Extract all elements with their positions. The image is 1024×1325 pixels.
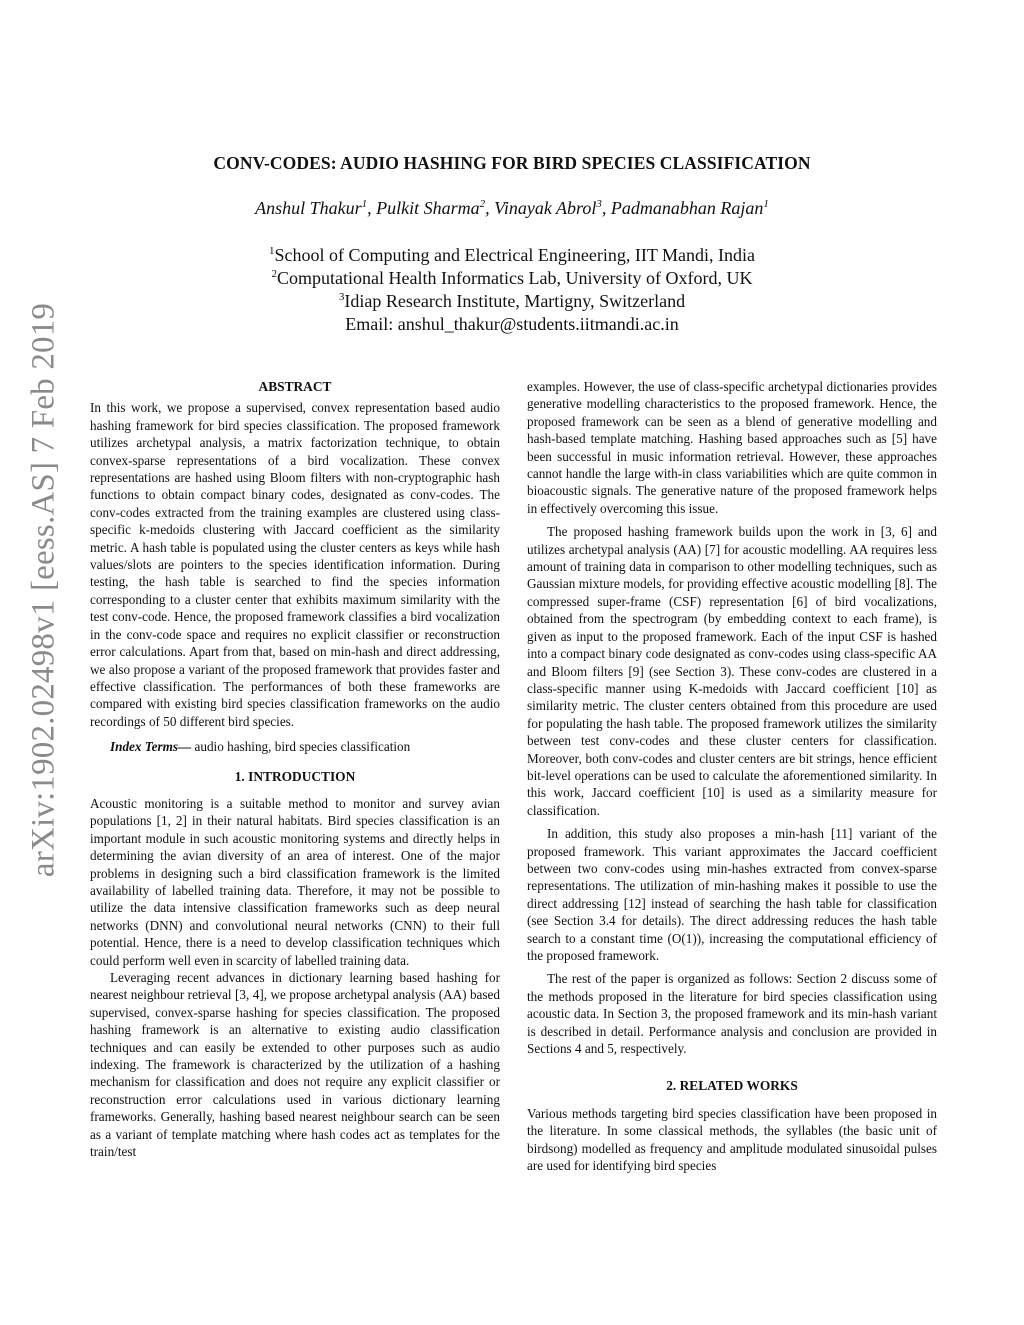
affiliation-line: [0, 267, 1024, 290]
intro-heading: 1. INTRODUCTION: [234, 768, 356, 784]
intro-paragraph-2: Leveraging recent advances in dictionary learning based hashing for nearest neighbour retrieval [3, 4], we propose archetypal analysis (AA) based supervised, convex-sparse hashing for species classification. The proposed hashing framework is an alternative to existing audio classification techniques and can easily be extended to other purposes such as audio indexing. The framework is characterized by the utilization of a hashing mechanism for classification and does not require any explicit classifier or reconstruction error calculations used in various dictionary learning frameworks. Generally, hashing based nearest neighbour search can be seen as a variant of template matching where hash codes act as templates for the train/test: [90, 970, 500, 1160]
affiliations: [0, 244, 1024, 336]
abstract-heading: ABSTRACT: [258, 379, 332, 394]
index-terms-text: audio hashing, bird species classification: [194, 739, 411, 755]
related-paragraph-1: Various methods targeting bird species classification have been proposed in the literature. In some classical methods, the syllables (the basic unit of birdsong) modelled as frequency and amplitude modulated sinusoidal pulses are used for identifying bird species: [527, 1105, 937, 1174]
affiliation-line: [0, 244, 1024, 267]
affil-mark: 1: [268, 245, 275, 257]
left-column: [90, 378, 500, 1160]
index-terms-label: Index Terms—: [110, 739, 192, 755]
right-column: [527, 378, 937, 1174]
paper-title: CONV-CODES: AUDIO HASHING FOR BIRD SPECIES CLASSIFICATION: [213, 153, 811, 173]
related-works-heading: 2. RELATED WORKS: [666, 1078, 798, 1094]
author-name: Vinayak Abrol: [494, 198, 597, 218]
author-name: Pulkit Sharma: [376, 198, 480, 218]
intro-paragraph-3: The proposed hashing framework builds upon the work in [3, 6] and utilizes archetypal analysis (AA) [7] for acoustic modelling. AA requires less amount of training data in comparison to other modelling techniques, such as Gaussian mixture models, for providing effective acoustic modelling [8]. The compressed super-frame (CSF) representation [6] of bird vocalizations, obtained from the spectrogram (by embedding context to each frame), is given as input to the proposed framework. Each of the input CSF is hashed into a compact binary code designated as conv-codes using class-specific AA and Bloom filters [9] (see Section 3). These conv-codes are clustered in a class-specific manner using K-medoids with Jaccard coefficient [10] as similarity metric. The cluster centers obtained from this procedure are used for populating the hash table. The proposed framework utilizes the similarity between test conv-codes and these cluster centers for classification. Moreover, both conv-codes and cluster centers are bit strings, hence efficient bit-level operations can be used to calculate the aforementioned similarity. In this work, Jaccard coefficient [10] is used as a similarity measure for classification.: [527, 524, 937, 818]
affiliation-line: [0, 290, 1024, 313]
author-name: Anshul Thakur: [255, 198, 362, 218]
affiliation-text: School of Computing and Electrical Engineering, IIT Mandi, India: [274, 245, 756, 265]
author-name: Padmanabhan Rajan: [610, 198, 764, 218]
affiliation-text: Computational Health Informatics Lab, University of Oxford, UK: [277, 268, 753, 288]
author-affil-mark: 3: [596, 198, 602, 210]
affil-mark: 2: [271, 268, 278, 280]
author-affil-mark: 1: [361, 198, 368, 210]
author-affil-mark: 2: [479, 198, 486, 210]
affiliation-text: Idiap Research Institute, Martigny, Switzerland: [344, 291, 686, 311]
index-terms: [90, 738, 500, 755]
author-affil-mark: 1: [763, 198, 769, 210]
author-list: Anshul Thakur$^1$, Pulkit Sharma$^2$, Vinayak Abrol$^3$, Padmanabhan Rajan$^1$: [255, 198, 769, 218]
intro-paragraph-2-continued: examples. However, the use of class-specific archetypal dictionaries provides generative modelling characteristics to the proposed framework. Hence, the proposed framework can be seen as a blend of generative modelling and hash-based template matching. Hashing based approaches such as [5] have been successful in music information retrieval. However, these approaches cannot handle the large with-in class variabilities which are quite common in bioacoustic signals. The generative nature of the proposed framework helps in effectively overcoming this issue.: [527, 379, 937, 516]
email-line: Email: anshul_thakur@students.iitmandi.ac.in: [345, 314, 679, 334]
abstract-text: In this work, we propose a supervised, convex representation based audio hashing framework for bird species classification. The proposed framework utilizes archetypal analysis, a matrix factorization technique, to obtain convex-sparse representations of a bird vocalization. These convex representations are hashed using Bloom filters with non-cryptographic hash functions to obtain compact binary codes, designated as conv-codes. The conv-codes extracted from the training examples are clustered using class-specific k-medoids clustering with Jaccard coefficient as the similarity metric. A hash table is populated using the cluster centers as keys while hash values/slots are pointers to the species identification information. During testing, the hash table is searched to find the species information corresponding to a cluster center that exhibits maximum similarity with the test conv-code. Hence, the proposed framework classifies a bird vocalization in the conv-code space and requires no explicit classifier or reconstruction error calculations. Apart from that, based on min-hash and direct addressing, we also propose a variant of the proposed framework that provides faster and effective classification. The performances of both these frameworks are compared with existing bird species classification frameworks on the audio recordings of 50 different bird species.: [90, 400, 500, 729]
affil-mark: 3: [338, 291, 345, 303]
intro-paragraph-4: In addition, this study also proposes a min-hash [11] variant of the proposed framework. This variant approximates the Jaccard coefficient between two conv-codes using min-hashes extracted from convex-sparse representations. The utilization of min-hashing makes it possible to use the direct addressing [12] instead of searching the hash table for classification (see Section 3.4 for details). The direct addressing reduces the hash table search to a constant time (O(1)), increasing the computational efficiency of the proposed framework.: [527, 826, 937, 963]
arxiv-identifier-text: arXiv:1902.02498v1 [eess.AS] 7 Feb 2019: [25, 302, 62, 878]
intro-paragraph-1: Acoustic monitoring is a suitable method to monitor and survey avian populations [1, 2] in their natural habitats. Bird species classification is an important module in such acoustic monitoring systems and directly helps in determining the avian diversity of an area of interest. One of the major problems in designing such a bird classification framework is the limited availability of labelled training data. Therefore, it may not be possible to utilize the data intensive classification frameworks such as deep neural networks (DNN) and convolutional neural networks (CNN) to their full potential. Hence, there is a need to develop classification techniques which could perform well even in scarcity of labelled training data.: [90, 795, 500, 968]
intro-paragraph-5: The rest of the paper is organized as follows: Section 2 discuss some of the methods proposed in the literature for bird species classification using acoustic data. In Section 3, the proposed framework and its min-hash variant is described in detail. Performance analysis and conclusion are provided in Sections 4 and 5, respectively.: [527, 971, 937, 1057]
